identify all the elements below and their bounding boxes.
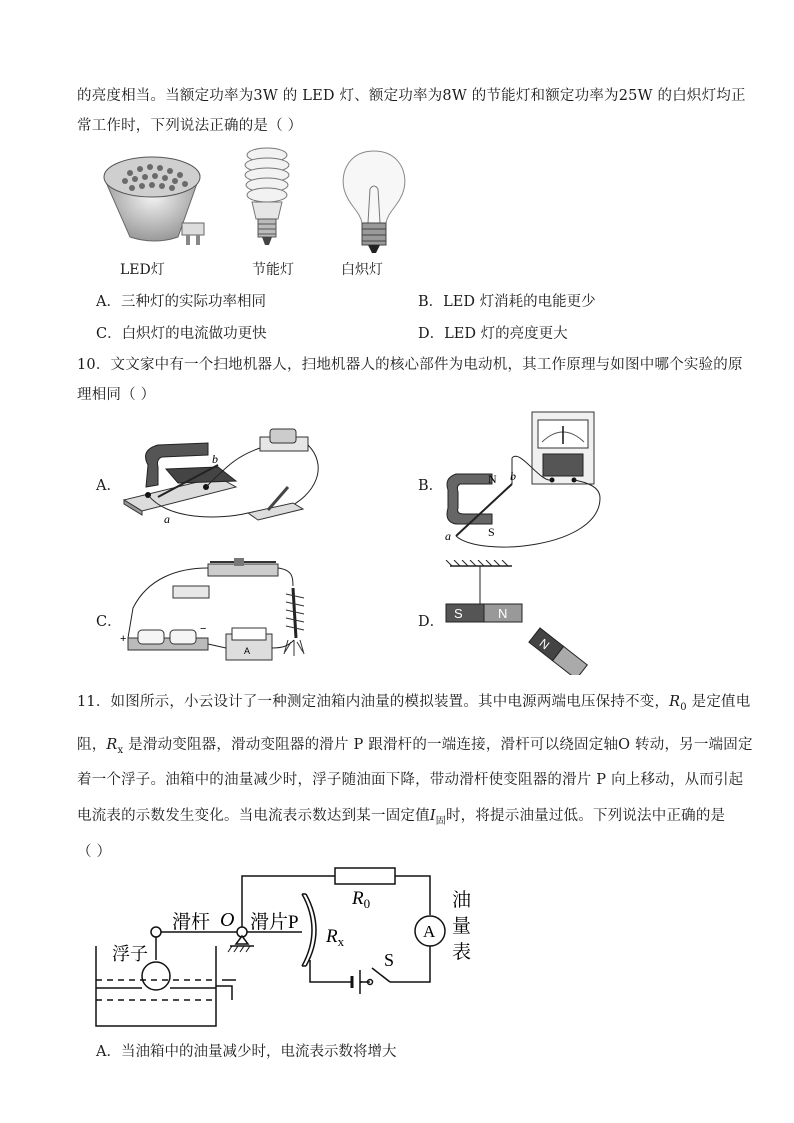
fig-c-meter: A [244,646,251,656]
fig-d-magnet-s: S [454,606,463,621]
fig-b-label-s: S [488,525,495,539]
q10-figure-a [118,425,333,525]
fig-b-label-a: a [445,529,451,543]
fig-a-label-b: b [212,452,218,466]
q10-option-c-label: C． [96,614,122,630]
q11-text-line2: 阻，$R_x$ 是滑动变阻器，滑动变阻器的滑片 P 跟滑杆的一端连接，滑杆可以绕固定轴O 转动，另一端固定 [77,737,753,756]
lamps-figure [100,145,430,260]
slider-label: 滑片 [250,911,289,933]
switch-label: S [384,950,395,970]
q11-text-line4: 电流表的示数发生变化。当电流表示数达到某一固定值$I_固$时，将提示油量过低。下列说法中正确的是 [77,808,726,827]
q10-figure-d [440,560,605,675]
q9-option-c: C．白炽灯的电流做功更快 [96,326,267,342]
q9-text-line1: 的亮度相当。当额定功率为3W 的 LED 灯、额定功率为8W 的节能灯和额定功率为25W 的白炽灯均正 [77,88,746,104]
q9-text-line2: 常工作时，下列说法正确的是（ ） [77,118,303,134]
q9-option-a: A．三种灯的实际功率相同 [96,294,266,310]
energy-saving-lamp-image [245,148,289,245]
fig-c-plus: + [120,633,127,645]
rod-label: 滑杆 [172,911,211,933]
q11-option-a: A．当油箱中的油量减少时，电流表示数将增大 [96,1044,397,1060]
q11-text-line5: （ ） [77,844,112,860]
led-lamp-caption: LED灯 [120,262,165,278]
q10-option-a-label: A． [96,478,121,494]
gauge-label-1: 油 [452,889,472,911]
oil-gauge-circuit-diagram [90,860,490,1035]
fig-d-small-magnet-n: N [536,635,553,653]
incandescent-lamp-image [343,151,405,253]
q10-text-line2: 理相同（ ） [77,387,156,403]
q10-text-line1: 10．文文家中有一个扫地机器人，扫地机器人的核心部件为电动机，其工作原理与如图中哪个实验的原 [77,357,743,373]
fig-c-minus: − [200,623,207,635]
energy-saving-lamp-caption: 节能灯 [252,262,294,278]
incandescent-lamp-caption: 白炽灯 [341,262,383,278]
q11-text-line1: 11．如图所示，小云设计了一种测定油箱内油量的模拟装置。其中电源两端电压保持不变，$R_0$ 是定值电 [77,694,751,713]
gauge-label-3: 表 [452,941,472,963]
q9-option-b: B．LED 灯消耗的电能更少 [418,294,596,310]
ammeter-label: A [423,922,436,941]
q10-figure-c [118,558,323,668]
rx-label: $R_x$ [326,926,345,949]
gauge-label-2: 量 [452,915,472,937]
fig-b-label-b: b [510,469,516,483]
q10-figure-b [440,408,615,548]
led-lamp-image [104,157,204,245]
float-label: 浮子 [112,944,148,965]
fig-b-label-n: N [488,472,497,486]
q11-text-line3: 着一个浮子。油箱中的油量减少时，浮子随油面下降，带动滑杆使变阻器的滑片 P 向上移动，从而引起 [77,772,744,788]
pivot-label-o: O [220,909,235,931]
q9-option-d: D．LED 灯的亮度更大 [418,326,568,342]
fig-d-magnet-n: N [498,606,508,621]
q10-option-b-label: B． [418,478,444,494]
slider-p-label: P [288,912,299,933]
fig-a-label-a: a [164,512,170,525]
q10-option-d-label: D． [418,614,445,630]
r0-label: $R_0$ [352,888,371,911]
